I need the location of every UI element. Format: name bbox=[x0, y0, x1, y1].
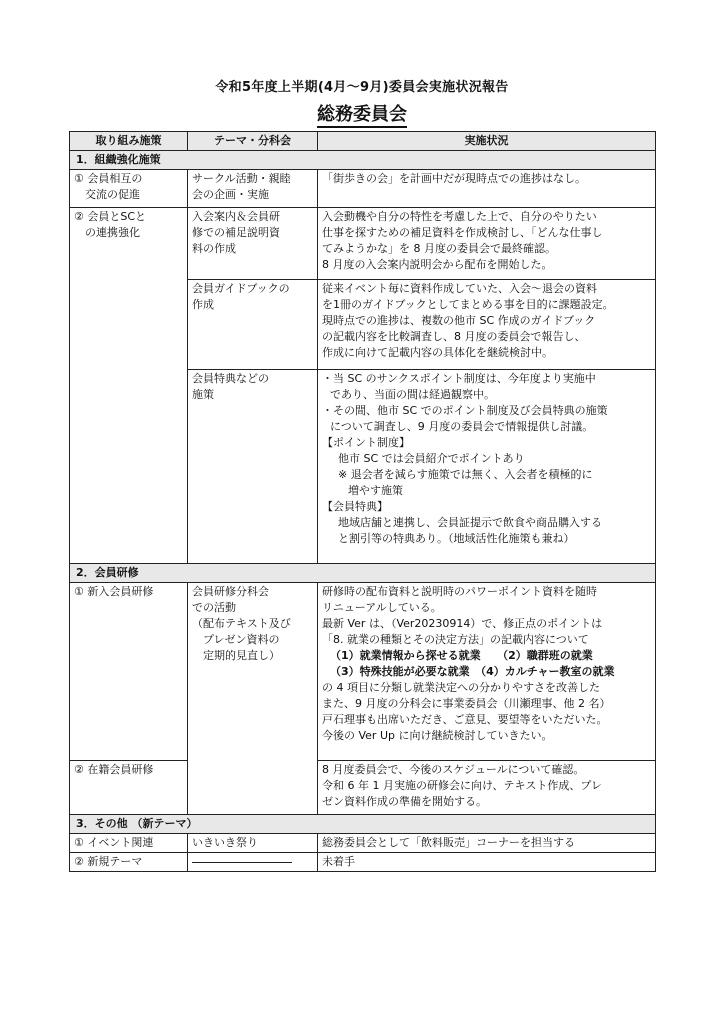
status-cell: 従来イベント毎に資料作成していた、入会～退会の資料 を1冊のガイドブックとしてまとめる事を目的に課題設定。 現時点での進捗は、複数の他市 SC 作成のガイドブック の記載内容を比較調査し、8 月度の委員会で報告し、 作成に向けて記載内容の具体化を継続検討中。 bbox=[318, 280, 656, 370]
theme-cell: サークル活動・親睦 会の企画・実施 bbox=[188, 170, 318, 208]
dash-line bbox=[192, 862, 292, 863]
table-row bbox=[70, 761, 656, 815]
initiative-cell: ① 会員相互の 交流の促進 bbox=[70, 170, 188, 208]
header-row bbox=[70, 132, 656, 151]
initiative-cell: ① 新入会員研修 bbox=[70, 583, 188, 761]
theme-cell: 会員ガイドブックの 作成 bbox=[188, 280, 318, 370]
col-header-initiative: 取り組み施策 bbox=[70, 132, 188, 151]
status-cell: 8 月度委員会で、今後のスケジュールについて確認。 令和 6 年 1 月実施の研修会に向け、テキスト作成、プレ ゼン資料作成の準備を開始する。 bbox=[318, 761, 656, 815]
committee-name: 総務委員会 bbox=[0, 100, 724, 126]
theme-cell: 会員特典などの 施策 bbox=[188, 370, 318, 564]
table-row bbox=[70, 170, 656, 208]
theme-cell bbox=[188, 853, 318, 872]
initiative-cell: ② 新規テーマ bbox=[70, 853, 188, 872]
section-title: 2．会員研修 bbox=[70, 564, 656, 583]
initiative-cell: ① イベント関連 bbox=[70, 834, 188, 853]
status-cell: 入会動機や自分の特性を考慮した上で、自分のやりたい 仕事を探すための補足資料を作成検討し、「どんな仕事し てみようかな」を 8 月度の委員会で最終確認。 8 月度の入会案内説明会から配布を開始した。 bbox=[318, 208, 656, 280]
initiative-cell: ② 在籍会員研修 bbox=[70, 761, 188, 815]
section-title: 1．組織強化施策 bbox=[70, 151, 656, 170]
theme-cell: 入会案内＆会員研 修での補足説明資 料の作成 bbox=[188, 208, 318, 280]
initiative-cell: ② 会員とSCと の連携強化 bbox=[70, 208, 188, 564]
col-header-status: 実施状況 bbox=[318, 132, 656, 151]
status-cell: ・当 SC のサンクスポイント制度は、今年度より実施中 であり、当面の間は経過観察中。 ・その間、他市 SC でのポイント制度及び会員特典の施策 について調査し、9 月度の委員会で情報提供し討議。 【ポイント制度】 他市 SC では会員紹介でポイントあり ※ 退会者を減らす施策では無く、入会者を積極的に 増やす施策 【会員特典】 地域店舗と連携し、会員証提示で飲食や商品購入する と割引等の特典あり。（地域活性化施策も兼ね） bbox=[318, 370, 656, 564]
report-title: 令和5年度上半期(4月～9月)委員会実施状況報告 bbox=[215, 80, 509, 95]
status-cell: 「街歩きの会」を計画中だが現時点での進捗はなし。 bbox=[318, 170, 656, 208]
status-cell: 研修時の配布資料と説明時のパワーポイント資料を随時 リニューアルしている。 最新 Ver は、（Ver20230914）で、修正点のポイントは 「8. 就業の種類とその決定方法」の記載内容について （1）就業情報から探せる就業 （2）職群班の就業 （3）特殊技能が必要な就業 （4）カルチャー教室の就業 の 4 項目に分類し就業決定への分かりやすさを改善した また、9 月度の分科会に事業委員会（川瀬理事、他 2 名） 戸石理事も出席いただき、ご意見、要望等をいただいた。 今後の Ver Up に向け継続検討していきたい。 bbox=[318, 583, 656, 761]
table-row bbox=[70, 853, 656, 872]
status-cell: 総務委員会として「飲料販売」コーナーを担当する bbox=[318, 834, 656, 853]
col-header-theme: テーマ・分科会 bbox=[188, 132, 318, 151]
table-row bbox=[70, 583, 656, 761]
status-cell: 未着手 bbox=[318, 853, 656, 872]
section-title: 3．その他 （新テーマ） bbox=[70, 815, 656, 834]
section-row bbox=[70, 815, 656, 834]
table-row bbox=[70, 208, 656, 280]
table-row bbox=[70, 834, 656, 853]
theme-cell: いきいき祭り bbox=[188, 834, 318, 853]
section-row bbox=[70, 564, 656, 583]
report-table bbox=[69, 131, 656, 872]
theme-cell: 会員研修分科会 での活動 （配布テキスト及び プレゼン資料の 定期的見直し） bbox=[188, 583, 318, 815]
section-row bbox=[70, 151, 656, 170]
